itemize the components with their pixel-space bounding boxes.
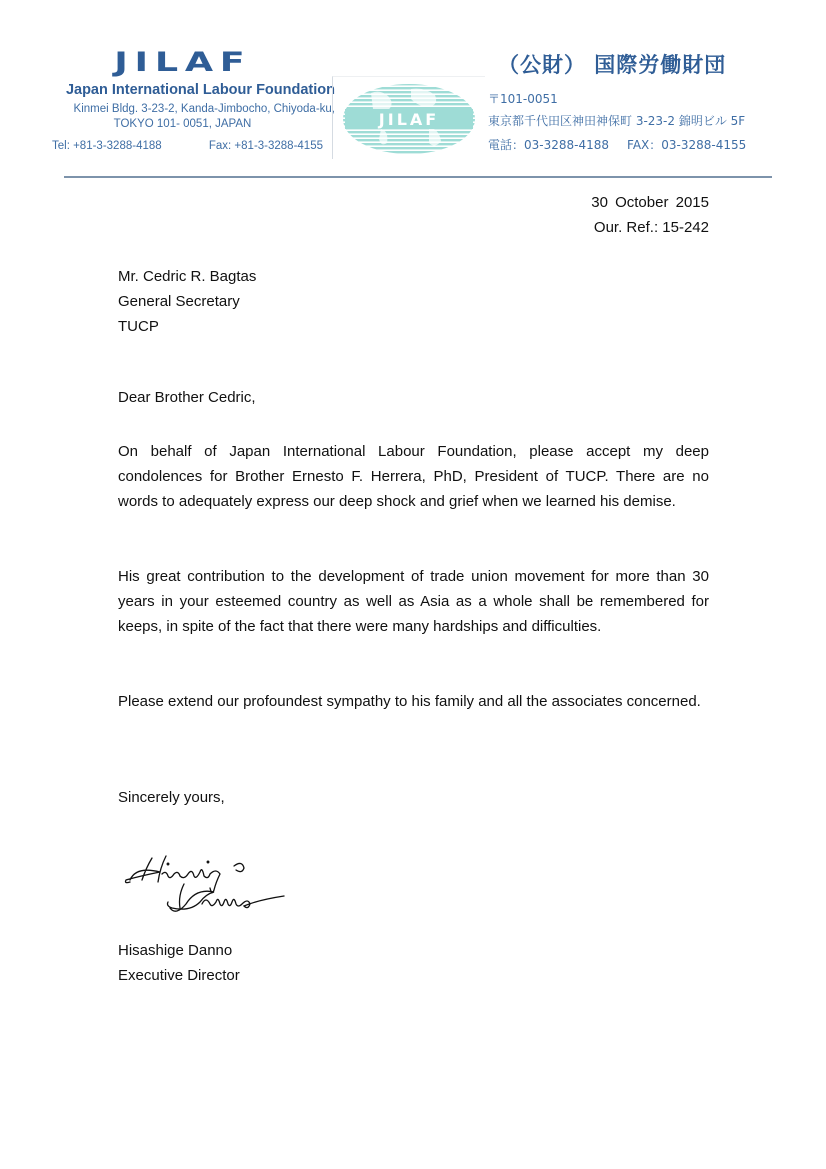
signer-title: Executive Director [118,967,240,984]
org-name-en: Japan International Labour Foundation [65,82,335,98]
letter-reference: Our. Ref.: 15-242 [593,219,709,236]
org-name-jp: （公財） 国際労働財団 [498,53,727,77]
signer-block [118,938,240,988]
date-reference-block [591,190,709,240]
tel-jp: 電話：03-3288-4188 [488,138,610,152]
recipient-name: Mr. Cedric R. Bagtas [118,268,257,285]
fax-en: Fax: +81-3-3288-4155 [208,140,323,152]
recipient-block [118,264,256,339]
postal-jp: 〒101-0051 [488,92,558,106]
header-divider [64,176,772,178]
fax-jp: FAX：03-3288-4155 [627,138,747,152]
contact-en [30,140,335,152]
address-en-line2: TOKYO 101- 0051, JAPAN [113,118,252,130]
address-jp: 東京都千代田区神田神保町 3-23-2 錦明ビル 5F [488,114,746,128]
recipient-title: General Secretary [118,293,240,310]
letter-date: 30 October 2015 [591,194,709,211]
body-paragraph-2: His great contribution to the development of trade union movement for more than 30 years in your esteemed country as well as Asia as a whole shall be remembered for keeps, in spite of the fact that there were many hardships and difficulties. [118,568,709,635]
contact-jp [488,138,788,153]
letterhead-left [30,48,335,152]
signature-icon [122,850,312,930]
emblem-box [332,76,485,159]
address-en-line1: Kinmei Bldg. 3-23-2, Kanda-Jimbocho, Chiyoda-ku, [73,103,335,115]
body-paragraph-1: On behalf of Japan International Labour Foundation, please accept my deep condolences for Brother Ernesto F. Herrera, PhD, President of TUCP. There are no words to adequately express our deep shock and grief when we learned his demise. [118,443,709,510]
globe-emblem-icon [341,83,477,155]
signer-name: Hisashige Danno [118,942,233,959]
letterhead-right [488,50,788,153]
emblem-text: JILAF [378,110,440,129]
tel-en: Tel: +81-3-3288-4188 [52,140,162,152]
body-paragraph-3: Please extend our profoundest sympathy to his family and all the associates concerned. [118,693,701,710]
recipient-organization: TUCP [118,318,159,335]
closing: Sincerely yours, [118,789,225,806]
salutation: Dear Brother Cedric, [118,389,256,406]
jilaf-wordmark: JILAF [113,47,252,78]
